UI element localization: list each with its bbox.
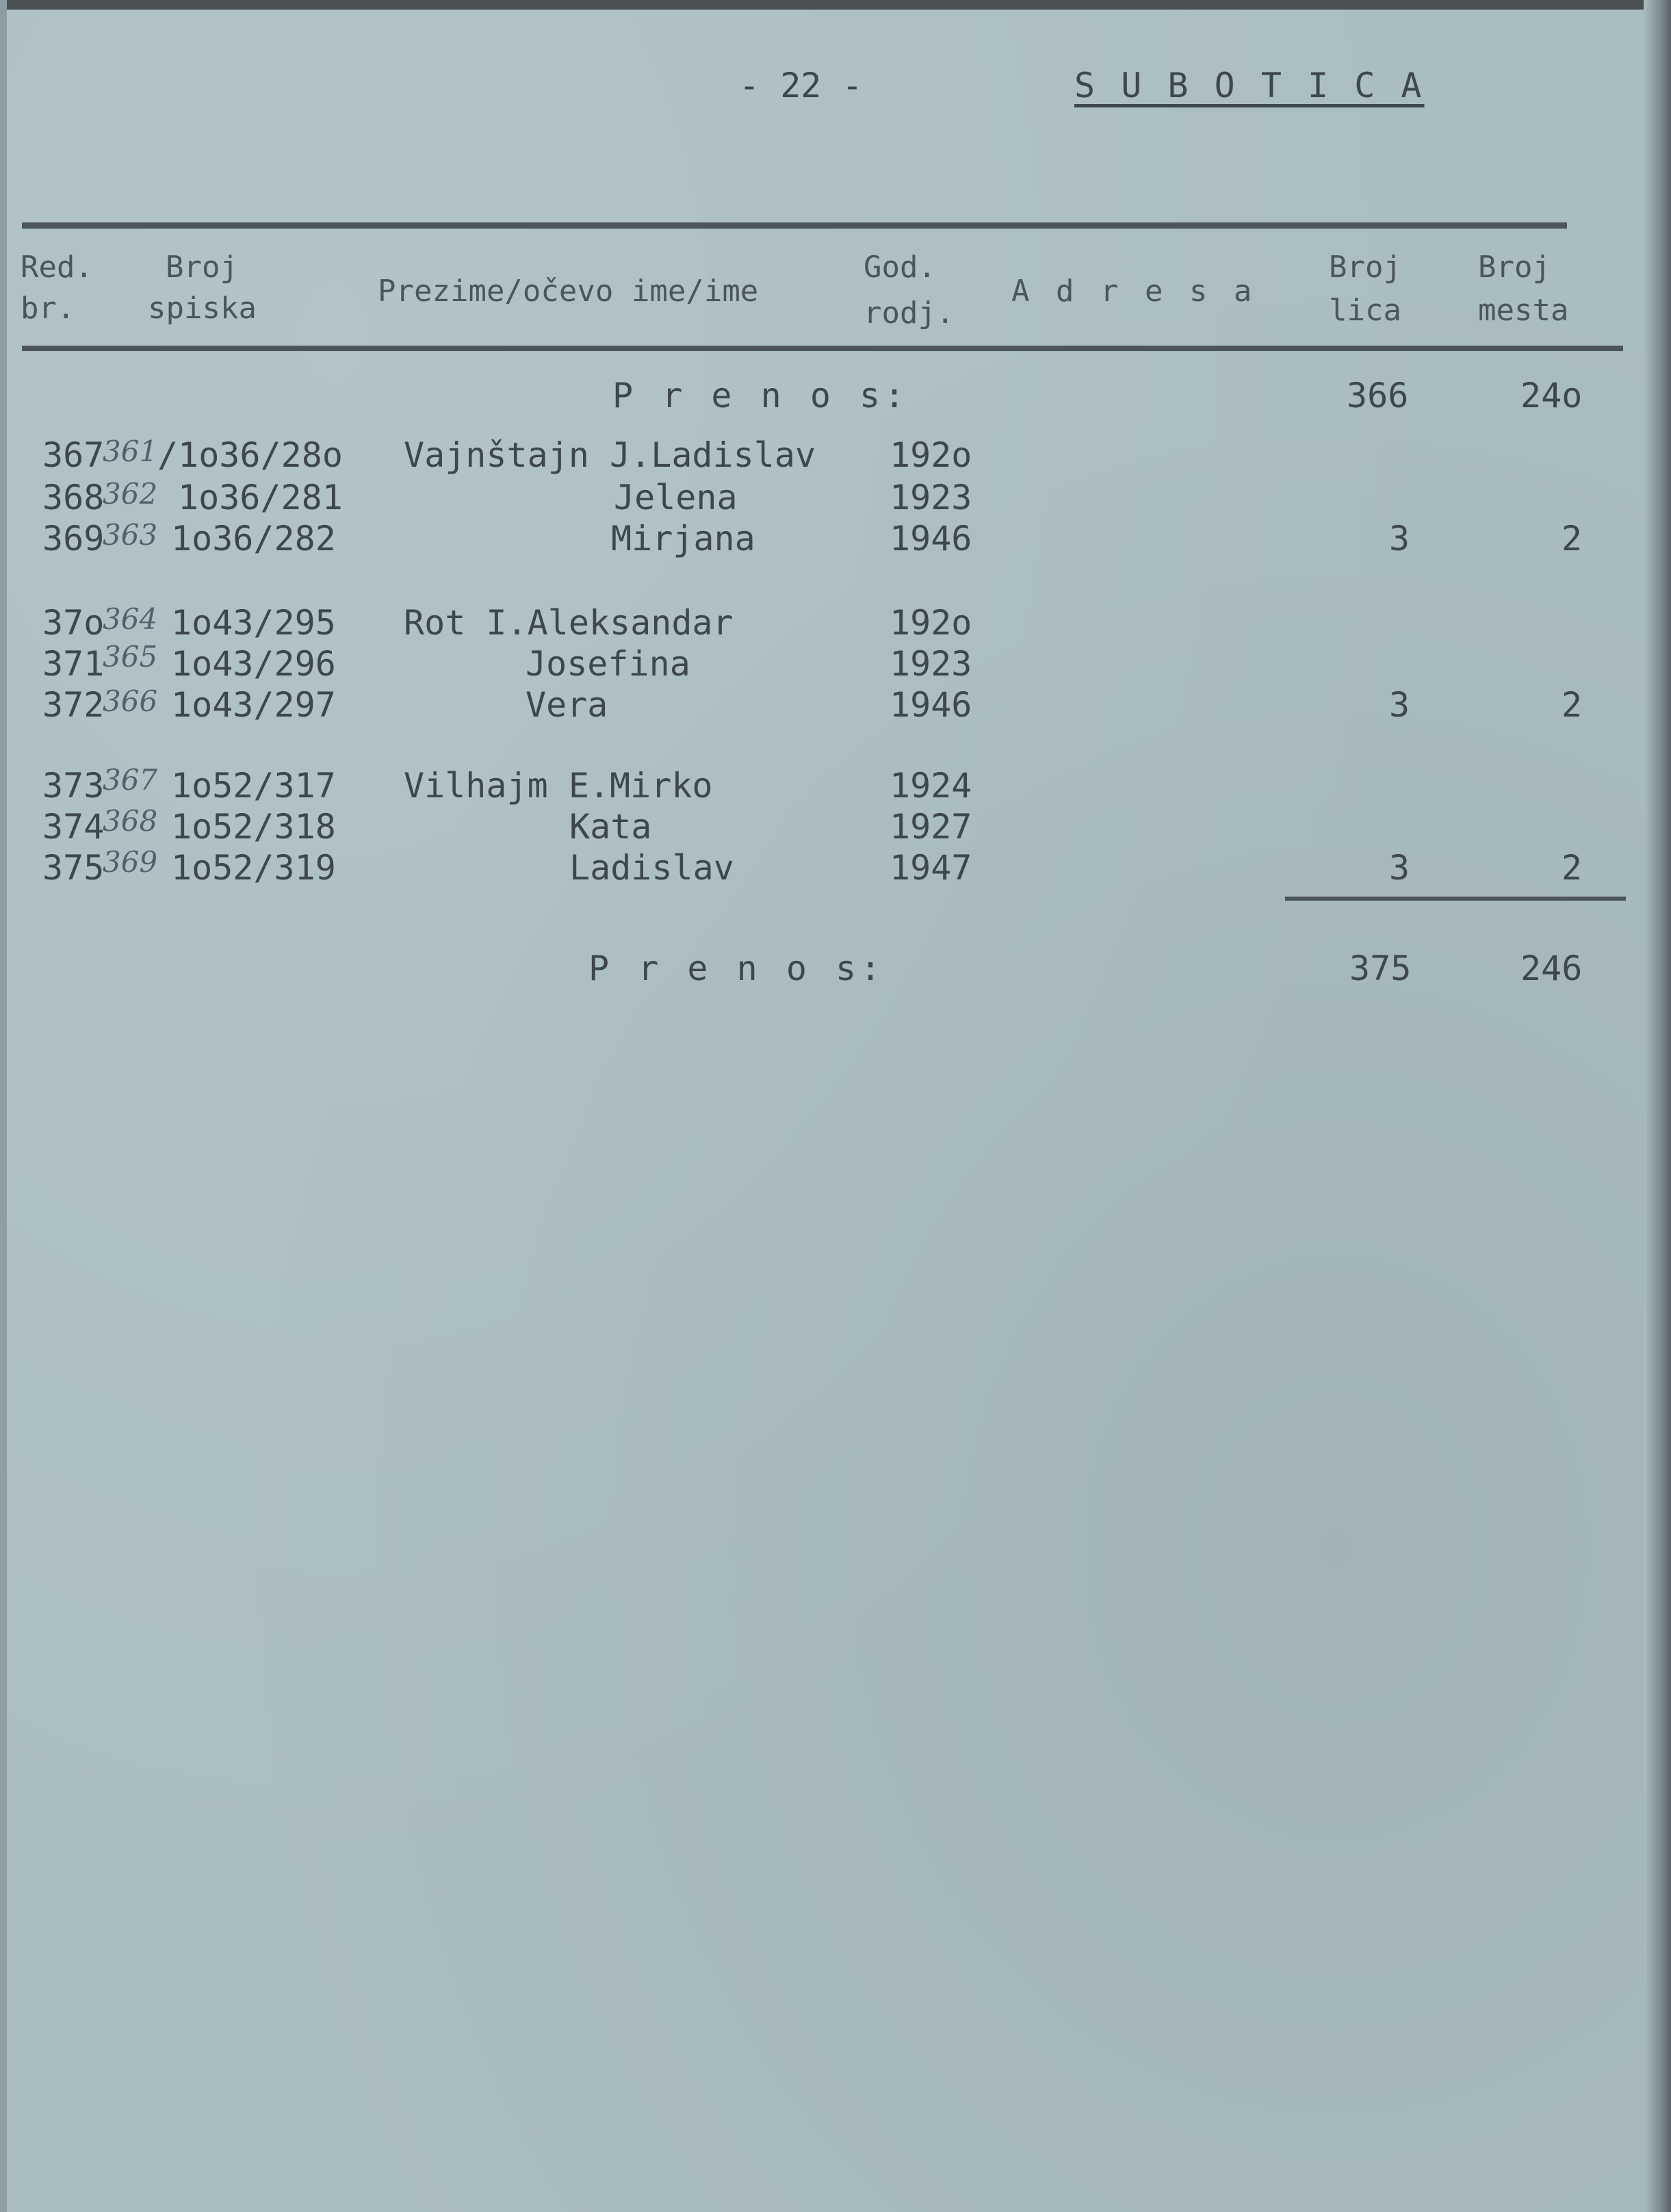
- broj-spiska: 1o52/317: [171, 766, 336, 806]
- col-red-br-2: br.: [21, 291, 75, 326]
- pen-number: 362: [103, 477, 158, 511]
- birth-year: 1923: [890, 478, 972, 517]
- carry-out-mesta: 246: [1520, 949, 1583, 988]
- pen-number: 364: [103, 602, 158, 636]
- person-name: Kata: [569, 807, 652, 847]
- birth-year: 1923: [890, 644, 972, 684]
- broj-spiska: 1o43/297: [171, 685, 336, 725]
- col-broj-mesta-2: mesta: [1478, 293, 1569, 328]
- col-adresa: A d r e s a: [1011, 274, 1256, 309]
- col-broj-mesta-1: Broj: [1478, 250, 1551, 285]
- col-red-br-1: Red.: [21, 250, 93, 285]
- group-lica: 3: [1389, 519, 1410, 558]
- carry-in-label: P r e n o s:: [612, 376, 909, 415]
- birth-year: 1946: [890, 519, 972, 558]
- broj-spiska: 1o52/319: [171, 848, 336, 888]
- pen-number: 368: [103, 804, 158, 838]
- page-number: - 22 -: [739, 66, 863, 105]
- broj-spiska: 1o52/318: [171, 807, 336, 847]
- group-lica: 3: [1389, 848, 1410, 888]
- birth-year: 1927: [890, 807, 972, 847]
- person-name: Ladislav: [569, 848, 734, 888]
- carry-in-mesta: 24o: [1520, 376, 1583, 415]
- col-broj-spiska-1: Broj: [166, 250, 238, 285]
- col-broj-spiska-2: spiska: [148, 291, 257, 326]
- table-header-rule: [22, 346, 1623, 351]
- group-mesta: 2: [1562, 848, 1583, 888]
- red-br-373: 373: [42, 766, 105, 806]
- pen-number: 369: [103, 845, 158, 879]
- person-name: Rot I.Aleksandar: [404, 603, 734, 643]
- town-title: S U B O T I C A: [1074, 66, 1425, 105]
- birth-year: 1947: [890, 848, 972, 888]
- pen-number: 361: [103, 435, 158, 468]
- carry-out-label: P r e n o s:: [588, 949, 885, 988]
- red-br-371: 371: [42, 644, 105, 684]
- red-br-372: 372: [42, 685, 105, 725]
- pen-number: 367: [103, 763, 158, 797]
- red-br-368: 368: [42, 478, 105, 517]
- col-god-rodj-1: God.: [864, 250, 936, 285]
- broj-spiska: /1o36/28o: [157, 435, 343, 475]
- pen-number: 365: [103, 640, 158, 673]
- red-br-370: 37o: [42, 603, 105, 643]
- red-br-374: 374: [42, 807, 105, 847]
- birth-year: 1924: [890, 766, 972, 806]
- table-top-rule: [22, 222, 1567, 229]
- scan-edge-right: [1644, 0, 1671, 2212]
- col-broj-lica-2: lica: [1329, 293, 1401, 328]
- birth-year: 1946: [890, 685, 972, 725]
- col-god-rodj-2: rodj.: [864, 296, 955, 331]
- birth-year: 192o: [890, 435, 972, 475]
- broj-spiska: 1o43/296: [171, 644, 336, 684]
- sum-rule: [1285, 897, 1626, 901]
- col-prezime: Prezime/očevo ime/ime: [378, 274, 759, 309]
- red-br-369: 369: [42, 519, 105, 558]
- person-name: Josefina: [526, 644, 690, 684]
- broj-spiska: 1o36/281: [178, 478, 343, 517]
- scan-edge-left: [0, 0, 7, 2212]
- red-br-367: 367: [42, 435, 105, 475]
- col-broj-lica-1: Broj: [1329, 250, 1401, 285]
- birth-year: 192o: [890, 603, 972, 643]
- person-name: Vera: [526, 685, 608, 725]
- person-name: Vajnštajn J.Ladislav: [404, 435, 816, 475]
- pen-number: 363: [103, 518, 158, 552]
- group-lica: 3: [1389, 685, 1410, 725]
- red-br-375: 375: [42, 848, 105, 888]
- broj-spiska: 1o36/282: [171, 519, 336, 558]
- broj-spiska: 1o43/295: [171, 603, 336, 643]
- carry-in-lica: 366: [1347, 376, 1409, 415]
- scan-edge-top: [0, 0, 1671, 10]
- pen-number: 366: [103, 684, 158, 718]
- group-mesta: 2: [1562, 519, 1583, 558]
- person-name: Mirjana: [611, 519, 755, 558]
- person-name: Vilhajm E.Mirko: [404, 766, 713, 806]
- group-mesta: 2: [1562, 685, 1583, 725]
- carry-out-lica: 375: [1349, 949, 1412, 988]
- person-name: Jelena: [614, 478, 738, 517]
